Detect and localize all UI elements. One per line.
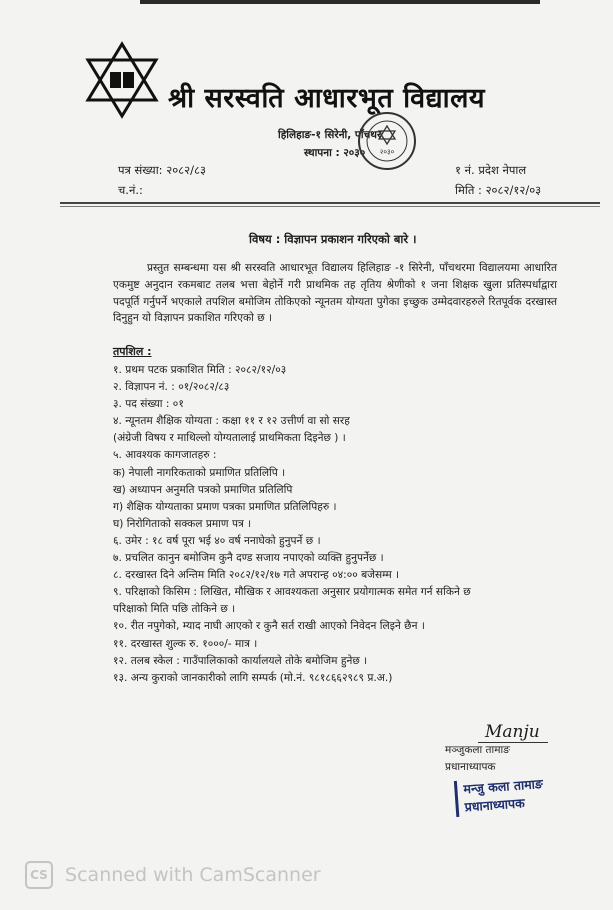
list-item: परिक्षाको मिति पछि तोकिने छ । xyxy=(113,603,236,616)
list-item: १२. तलब स्केल : गाउँपालिकाको कार्यालयले तोके बमोजिम हुनेछ । xyxy=(113,654,368,667)
province: १ नं. प्रदेश नेपाल xyxy=(455,163,527,177)
school-logo-icon xyxy=(82,40,162,120)
list-item: ५. आवश्यक कागजातहरु : xyxy=(113,449,217,462)
list-item: १. प्रथम पटक प्रकाशित मिति : २०८२/१२/०३ xyxy=(113,364,287,376)
watermark-text: Scanned with CamScanner xyxy=(65,864,321,886)
list-item: २. विज्ञापन नं. : ०१/२०८२/८३ xyxy=(113,381,230,394)
signer-title: प्रधानाध्यापक xyxy=(445,761,496,773)
school-address: हिलिहाङ-१ सिरेनी, पाँचथर xyxy=(278,129,382,141)
stamp-name: मन्जु कला तामाङ xyxy=(462,775,544,797)
signer-name: मञ्जुकला तामाङ xyxy=(445,744,510,756)
handwritten-signature: Manju xyxy=(485,722,540,742)
list-item: ३. पद संख्या : ०१ xyxy=(113,398,184,411)
list-item: ६. उमेर : १८ वर्ष पूरा भई ४० वर्ष ननाघेको हुनुपर्ने छ । xyxy=(113,534,321,547)
official-stamp xyxy=(454,775,545,817)
list-item: ख) अध्यापन अनुमति पत्रको प्रमाणित प्रतिलिपि xyxy=(113,483,293,496)
top-border xyxy=(140,0,540,4)
list-item: घ) निरोगिताको सक्कल प्रमाण पत्र । xyxy=(113,517,252,530)
intro-paragraph: प्रस्तुत सम्बन्धमा यस श्री सरस्वति आधारभूत विद्यालय हिलिहाङ -१ सिरेनी, पाँचथरमा विद्यालयमा आधारित एकमुष्ट अनुदान रकमबाट तलब भत्ता बेहोर्ने गरी प्राथमिक तह तृतिय श्रेणीको १ जना शिक्षक खुला प्रतिस्पर्धाद्वारा पदपूर्ति गर्नुपर्ने भएकाले तपशिल बमोजिम तोकिएको न्यूनतम योग्यता पुगेका इच्छुक उम्मेदवारहरुले रितपूर्वक दरखास्त दिनुहुन यो विज्ञापन प्रकाशित गरिएको छ । xyxy=(113,262,557,325)
subject-line: विषय : विज्ञापन प्रकाशन गरिएको बारे । xyxy=(249,232,417,246)
reference-left xyxy=(118,160,206,200)
list-item: (अंग्रेजी विषय र माथिल्लो योग्यतालाई प्राथमिकता दिइनेछ ) । xyxy=(113,432,346,445)
list-item: ११. दरखास्त शुल्क रु. १०००/- मात्र । xyxy=(113,637,258,650)
established-year: स्थापना : २०३० xyxy=(304,147,366,159)
stamp-title: प्रधानाध्यापक xyxy=(464,795,526,815)
camscanner-logo-icon: CS xyxy=(25,861,53,889)
school-name: श्री सरस्वति आधारभूत विद्यालय xyxy=(168,83,486,114)
dispatch-number: च.नं.: xyxy=(118,183,143,197)
list-item: क) नेपाली नागरिकताको प्रमाणित प्रतिलिपि । xyxy=(113,466,286,479)
details-heading: तपशिल : xyxy=(113,345,152,358)
list-item: ४. न्यूनतम शैक्षिक योग्यता : कक्षा ११ र १२ उत्तीर्ण वा सो सरह xyxy=(113,415,350,428)
list-item: ८. दरखास्त दिने अन्तिम मिति २०८२/१२/१७ गते अपरान्ह ०४:०० बजेसम्म । xyxy=(113,569,400,582)
letter-date: मिति : २०८२/१२/०३ xyxy=(455,183,542,197)
list-item: १३. अन्य कुराको जानकारीको लागि सम्पर्क (मो.नं. ९८१८६६२९८९ प्र.अ.) xyxy=(113,671,393,684)
details-list xyxy=(113,362,573,687)
list-item: ९. परिक्षाको किसिम : लिखित, मौखिक र आवश्यकता अनुसार प्रयोगात्मक समेत गर्न सकिने छ xyxy=(113,586,471,599)
divider xyxy=(60,206,600,207)
list-item: १०. रीत नपुगेको, म्याद नाघी आएको र कुनै सर्त राखी आएको निवेदन लिइने छैन । xyxy=(113,620,425,633)
divider xyxy=(60,202,600,204)
list-item: ७. प्रचलित कानुन बमोजिम कुनै दण्ड सजाय नपाएको व्यक्ति हुनुपर्नेछ । xyxy=(113,552,384,565)
reference-right xyxy=(455,160,541,200)
seal-year: २०३० xyxy=(379,148,395,156)
letter-number: पत्र संख्या: २०८२/८३ xyxy=(118,163,206,177)
school-seal-icon xyxy=(356,110,418,172)
scanner-watermark xyxy=(25,861,321,889)
signer-block xyxy=(445,742,510,776)
list-item: ग) शैक्षिक योग्यताका प्रमाण पत्रका प्रमाणित प्रतिलिपिहरु । xyxy=(113,500,337,513)
